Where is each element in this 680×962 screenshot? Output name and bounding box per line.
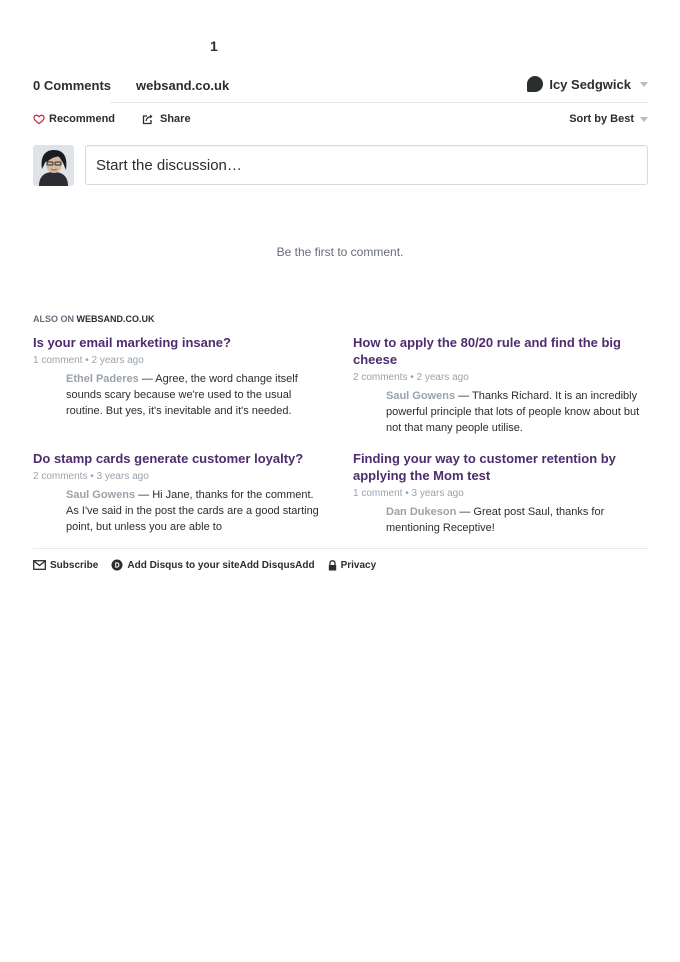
discovery-author: Saul Gowens (386, 390, 456, 402)
subscribe-label: Subscribe (50, 559, 99, 571)
share-icon (142, 113, 154, 125)
discovery-excerpt-text: Great post Saul, thanks for mentioning Receptive! (386, 506, 605, 534)
discovery-meta: 1 comment • 3 years ago (353, 488, 464, 499)
recommend-label: Recommend (49, 113, 116, 125)
tab-community[interactable]: websand.co.uk (136, 78, 230, 93)
thread-actions (33, 113, 648, 131)
privacy-label: Privacy (340, 559, 377, 571)
also-on-site[interactable]: WEBSAND.CO.UK (76, 314, 155, 324)
empty-state-message: Be the first to comment. (276, 245, 404, 259)
avatar[interactable] (33, 145, 74, 186)
discovery-author: Saul Gowens (66, 489, 136, 501)
discovery-card (353, 450, 648, 536)
share-label: Share (160, 113, 191, 125)
also-on-heading (33, 314, 155, 324)
discovery-title[interactable]: Finding your way to customer retention by applying the Mom test (353, 451, 616, 483)
tab-comments[interactable]: 0 Comments (33, 78, 112, 93)
envelope-icon (33, 560, 46, 570)
share-button[interactable] (142, 113, 191, 125)
comment-count-number: 1 (210, 38, 218, 54)
lock-icon (328, 560, 337, 571)
user-menu[interactable] (527, 76, 648, 92)
discovery-excerpt-text: Agree, the word change itself sounds scary because we're used to the usual routine. But yes, it's inevitable and it's needed. (66, 373, 298, 417)
discovery-excerpt-text: Thanks Richard. It is an incredibly powerful principle that lots of people know about but not that many people utilise. (386, 390, 640, 434)
discussion-nav (33, 76, 648, 104)
chevron-down-icon (640, 82, 648, 87)
discovery-excerpt[interactable]: Saul Gowens — Hi Jane, thanks for the comment. As I've said in the post the cards are a good starting point, but unless you are able to (66, 489, 319, 533)
discovery-excerpt[interactable]: Saul Gowens — Thanks Richard. It is an incredibly powerful principle that lots of people know about but not that many people utilise. (386, 390, 640, 434)
privacy-link[interactable] (328, 560, 377, 571)
discovery-author: Ethel Paderes (66, 373, 139, 385)
discovery-meta: 2 comments • 2 years ago (353, 372, 469, 383)
discovery-title[interactable]: How to apply the 80/20 rule and find the big cheese (353, 335, 621, 367)
recommend-button[interactable] (33, 113, 115, 125)
discovery-card (353, 334, 648, 436)
discovery-excerpt[interactable]: Dan Dukeson — Great post Saul, thanks for mentioning Receptive! (386, 506, 605, 534)
discovery-title[interactable]: Is your email marketing insane? (33, 335, 231, 350)
disqus-logo-icon (111, 559, 123, 571)
discovery-meta: 1 comment • 2 years ago (33, 355, 144, 366)
also-on-prefix: ALSO ON (33, 314, 75, 324)
footer (33, 557, 648, 573)
add-disqus-link[interactable] (111, 559, 314, 571)
heart-icon (33, 113, 45, 125)
user-avatar-icon (33, 145, 74, 186)
user-name: Icy Sedgwick (549, 76, 631, 92)
nav-divider (110, 102, 648, 103)
discovery-title[interactable]: Do stamp cards generate customer loyalty? (33, 451, 304, 466)
sort-label: Sort by Best (569, 113, 634, 125)
discovery-meta: 2 comments • 3 years ago (33, 471, 149, 482)
sort-dropdown[interactable] (569, 113, 648, 125)
disqus-bubble-icon (527, 76, 543, 92)
comment-input-placeholder: Start the discussion… (96, 157, 242, 174)
discovery-excerpt[interactable]: Ethel Paderes — Agree, the word change itself sounds scary because we're used to the usual routine. But yes, it's inevitable and it's needed. (66, 373, 298, 417)
subscribe-link[interactable] (33, 560, 98, 571)
discovery-card (33, 334, 328, 419)
chevron-down-icon (640, 117, 648, 122)
add-disqus-label: Add Disqus to your siteAdd DisqusAdd (127, 559, 315, 571)
discovery-card (33, 450, 328, 535)
comment-input[interactable] (85, 145, 648, 185)
footer-divider (33, 548, 648, 549)
discovery-author: Dan Dukeson (386, 506, 457, 518)
discovery-excerpt-text: Hi Jane, thanks for the comment. As I've said in the post the cards are a good starting point, but unless you are able to (66, 489, 319, 533)
